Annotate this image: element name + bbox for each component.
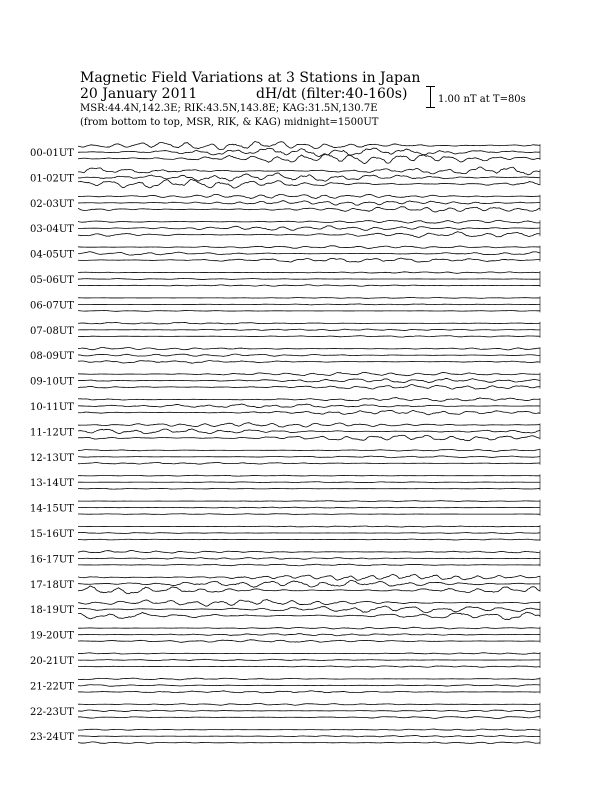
row-label: 21-22UT [30,681,74,693]
trace-row-21-22UT [30,677,540,693]
trace-row-01-02UT [30,167,540,188]
row-label: 23-24UT [30,732,74,744]
trace-row-06-07UT [30,296,540,312]
trace-KAG [78,501,540,502]
trace-row-07-08UT [30,322,540,338]
trace-RIK [78,226,540,230]
trace-row-04-05UT [30,246,540,262]
row-label: 22-23UT [30,706,74,718]
trace-MSR [78,154,540,164]
trace-row-00-01UT [30,141,540,163]
trace-MSR [78,180,540,189]
trace-MSR [78,336,540,337]
chart-title: Magnetic Field Variations at 3 Stations in Japan [80,70,421,86]
trace-KAG [78,398,540,402]
trace-RIK [78,279,540,280]
trace-row-09-10UT [30,372,540,389]
trace-KAG [78,703,540,705]
trace-MSR [78,488,540,489]
trace-MSR [78,462,540,464]
trace-KAG [78,272,540,274]
trace-RIK [78,532,540,533]
row-label: 03-04UT [30,224,74,236]
trace-RIK [78,252,540,256]
trace-MSR [78,742,540,744]
trace-row-20-21UT [30,652,540,668]
trace-MSR [78,691,540,693]
trace-row-03-04UT [30,220,540,237]
row-label: 09-10UT [30,376,74,388]
trace-KAG [78,574,540,580]
trace-KAG [78,220,540,223]
trace-RIK [78,329,540,330]
trace-MSR [78,207,540,212]
trace-RIK [78,378,540,382]
trace-RIK [78,685,540,687]
trace-RIK [78,456,540,458]
trace-KAG [78,194,540,198]
trace-KAG [78,450,540,452]
trace-MSR [78,232,540,238]
row-label: 13-14UT [30,478,74,490]
row-label: 08-09UT [30,351,74,363]
trace-KAG [78,423,540,427]
row-label: 00-01UT [30,148,74,159]
trace-MSR [78,514,540,515]
row-label: 14-15UT [30,503,74,515]
trace-MSR [78,612,540,619]
trace-MSR [78,666,540,667]
trace-row-11-12UT [30,423,540,441]
trace-RIK [78,659,540,660]
trace-KAG [78,372,540,375]
row-label: 05-06UT [30,275,74,286]
trace-RIK [78,201,540,205]
trace-KAG [78,246,540,249]
row-label: 01-02UT [30,173,74,185]
trace-KAG [78,550,540,553]
trace-RIK [78,404,540,408]
trace-row-14-15UT [30,500,540,516]
trace-row-17-18UT [30,574,540,593]
row-label: 12-13UT [30,452,74,464]
trace-MSR [78,640,540,643]
trace-KAG [78,297,540,298]
trace-MSR [78,385,540,390]
trace-row-15-16UT [30,525,540,541]
trace-row-18-19UT [30,599,540,619]
trace-KAG [78,653,540,654]
row-label: 18-19UT [30,605,74,617]
trace-MSR [78,564,540,566]
row-label: 04-05UT [30,249,74,261]
trace-MSR [78,311,540,312]
trace-KAG [78,475,540,476]
trace-RIK [78,606,540,613]
row-label: 16-17UT [30,554,74,566]
trace-KAG [78,141,540,149]
scale-bar-label: 1.00 nT at T=80s [438,94,526,105]
trace-RIK [78,148,540,157]
trace-MSR [78,435,540,440]
trace-RIK [78,634,540,636]
date-label: 20 January 2011 [80,86,198,102]
trace-KAG [78,167,540,175]
row-label: 10-11UT [30,402,74,413]
trace-RIK [78,507,540,508]
trace-row-12-13UT [30,449,540,465]
trace-KAG [78,678,540,680]
trace-RIK [78,710,540,712]
trace-RIK [78,304,540,305]
trace-RIK [78,558,540,560]
trace-KAG [78,526,540,527]
trace-row-10-11UT [30,398,540,415]
trace-MSR [78,258,540,262]
trace-RIK [78,354,540,356]
trace-RIK [78,482,540,483]
stations-info: MSR:44.4N,142.3E; RIK:43.5N,143.8E; KAG:31.5N,130.7E [80,103,378,114]
trace-row-13-14UT [30,474,540,490]
row-label: 17-18UT [30,579,74,591]
trace-RIK [78,580,540,587]
trace-MSR [78,586,540,594]
row-label: 02-03UT [30,198,74,210]
trace-MSR [78,410,540,414]
trace-row-23-24UT [30,728,540,744]
trace-KAG [78,322,540,324]
trace-row-22-23UT [30,703,540,719]
trace-row-19-20UT [30,627,540,643]
trace-MSR [78,539,540,540]
row-label: 06-07UT [30,300,74,312]
mode-label: dH/dt (filter:40-160s) [256,86,408,102]
row-label: 11-12UT [30,427,74,439]
trace-KAG [78,729,540,730]
trace-RIK [78,173,540,181]
trace-KAG [78,347,540,350]
trace-RIK [78,429,540,434]
trace-KAG [78,627,540,629]
order-note: (from bottom to top, MSR, RIK, & KAG) midnight=1500UT [80,117,379,128]
trace-MSR [78,361,540,364]
row-label: 20-21UT [30,656,74,667]
row-label: 15-16UT [30,529,74,540]
trace-MSR [78,717,540,719]
trace-row-05-06UT [30,271,540,287]
trace-KAG [78,599,540,606]
row-label: 19-20UT [30,630,74,642]
row-label: 07-08UT [30,325,74,337]
trace-MSR [78,285,540,286]
trace-row-08-09UT [30,347,540,363]
trace-row-02-03UT [30,194,540,212]
trace-row-16-17UT [30,550,540,566]
trace-RIK [78,736,540,737]
